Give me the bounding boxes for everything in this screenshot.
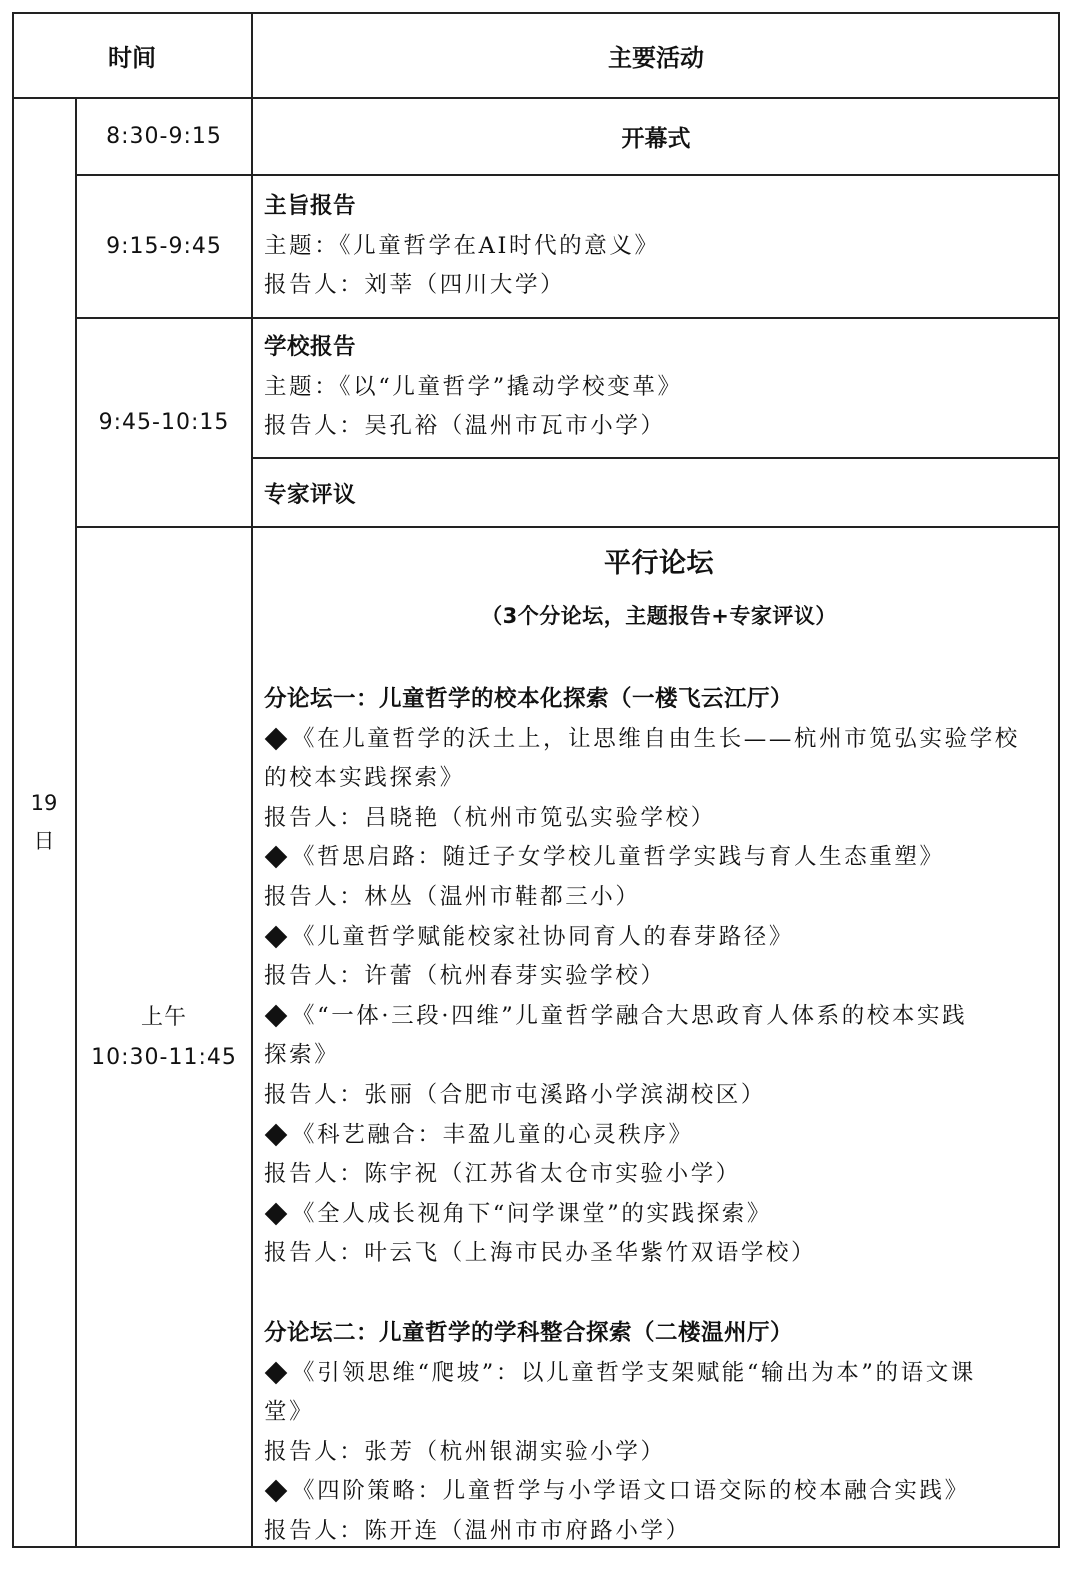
report-title: 《“一体·三段·四维”儿童哲学融合大思政育人体系的校本实践	[292, 1002, 968, 1029]
forum1-item	[264, 918, 1054, 997]
report-speaker: 报告人：陈宇祝（江苏省太仓市实验小学）	[264, 1161, 741, 1188]
report-title: 《哲思启路：随迁子女学校儿童哲学实践与育人生态重塑》	[292, 844, 945, 871]
bullet-diamond-icon	[265, 925, 288, 948]
opening-title: 开幕式	[621, 126, 691, 152]
report-title-cont: 探索》	[264, 1042, 340, 1069]
forum1-item	[264, 1116, 1054, 1195]
bullet-diamond-icon	[265, 1480, 288, 1503]
report-title: 《在儿童哲学的沃土上，让思维自由生长——杭州市笕弘实验学校	[292, 725, 1020, 752]
time-school-report: 9:45-10:15	[98, 410, 230, 435]
keynote-title: 主旨报告	[264, 193, 357, 219]
keynote-topic: 主题：《儿童哲学在AI时代的意义》	[264, 232, 660, 259]
table-border-top	[12, 12, 1060, 14]
report-speaker: 报告人：张丽（合肥市屯溪路小学滨湖校区）	[264, 1081, 767, 1108]
report-speaker: 报告人：林丛（温州市鞋都三小）	[264, 883, 641, 910]
report-title: 《儿童哲学赋能校家社协同育人的春芽路径》	[292, 923, 795, 950]
expert-review-title: 专家评议	[264, 481, 357, 508]
school-report-block	[264, 328, 1054, 447]
time-forums-range: 10:30-11:45	[91, 1044, 237, 1070]
bullet-diamond-icon	[265, 1004, 288, 1027]
bullet-diamond-icon	[265, 1202, 288, 1225]
forum2-title: 分论坛二：儿童哲学的学科整合探索（二楼温州厅）	[264, 1319, 794, 1346]
forums-title: 平行论坛	[604, 548, 714, 579]
row-divider	[76, 526, 1060, 528]
forum1-item	[264, 997, 1054, 1116]
day-unit: 日	[33, 829, 55, 853]
forum2-item	[264, 1354, 1054, 1473]
forums-subtitle: （3个分论坛，主题报告+专家评议）	[481, 604, 837, 628]
report-title-cont: 堂》	[264, 1399, 315, 1426]
bullet-diamond-icon	[265, 727, 288, 750]
day-number: 19	[30, 791, 58, 815]
table-border-right	[1058, 12, 1060, 1548]
time-forums	[76, 527, 252, 1548]
header-divider	[12, 97, 1060, 99]
forum1-title: 分论坛一：儿童哲学的校本化探索（一楼飞云江厅）	[264, 686, 794, 712]
school-report-title: 学校报告	[264, 334, 357, 360]
report-title: 《全人成长视角下“问学课堂”的实践探索》	[292, 1200, 773, 1227]
bullet-diamond-icon	[265, 846, 288, 869]
report-speaker: 报告人：陈开连（温州市市府路小学）	[264, 1517, 691, 1544]
report-title: 《四阶策略：儿童哲学与小学语文口语交际的校本融合实践》	[292, 1478, 970, 1505]
row-divider	[76, 174, 1060, 176]
school-report-topic: 主题：《以“儿童哲学”撬动学校变革》	[264, 373, 683, 400]
keynote-block	[264, 187, 1054, 306]
report-title: 《引领思维“爬坡”：以儿童哲学支架赋能“输出为本”的语文课	[292, 1359, 976, 1386]
report-speaker: 报告人：吕晓艳（杭州市笕弘实验学校）	[264, 804, 716, 831]
report-title: 《科艺融合：丰盈儿童的心灵秩序》	[292, 1121, 694, 1148]
report-speaker: 报告人：张芳（杭州银湖实验小学）	[264, 1438, 666, 1465]
expert-review-cell	[264, 458, 1054, 527]
forum1-item	[264, 1195, 1054, 1274]
report-speaker: 报告人：叶云飞（上海市民办圣华紫竹双语学校）	[264, 1240, 817, 1267]
report-speaker: 报告人：许蕾（杭州春芽实验学校）	[264, 963, 666, 990]
report-title-cont: 的校本实践探索》	[264, 765, 465, 792]
table-border-bottom	[12, 1546, 1060, 1548]
day-cell	[12, 98, 76, 1548]
row-divider	[252, 457, 1060, 459]
forums-block	[264, 542, 1054, 1551]
schedule-table	[12, 12, 1060, 1548]
bullet-diamond-icon	[265, 1361, 288, 1384]
table-border-left	[12, 12, 14, 1548]
keynote-speaker: 报告人：刘莘（四川大学）	[264, 272, 566, 299]
time-opening: 8:30-9:15	[106, 124, 222, 149]
forum1-item	[264, 720, 1054, 839]
time-forums-label: 上午	[140, 1004, 187, 1030]
time-keynote: 9:15-9:45	[106, 234, 222, 259]
column-divider-activity	[251, 12, 253, 1548]
header-activity: 主要活动	[608, 43, 704, 72]
forum1-item	[264, 838, 1054, 917]
school-report-speaker: 报告人：吴孔裕（温州市瓦市小学）	[264, 413, 666, 440]
column-divider-day	[75, 98, 77, 1548]
bullet-diamond-icon	[265, 1123, 288, 1146]
row-divider	[76, 317, 1060, 319]
forum2-item	[264, 1472, 1054, 1551]
header-time: 时间	[108, 43, 156, 72]
